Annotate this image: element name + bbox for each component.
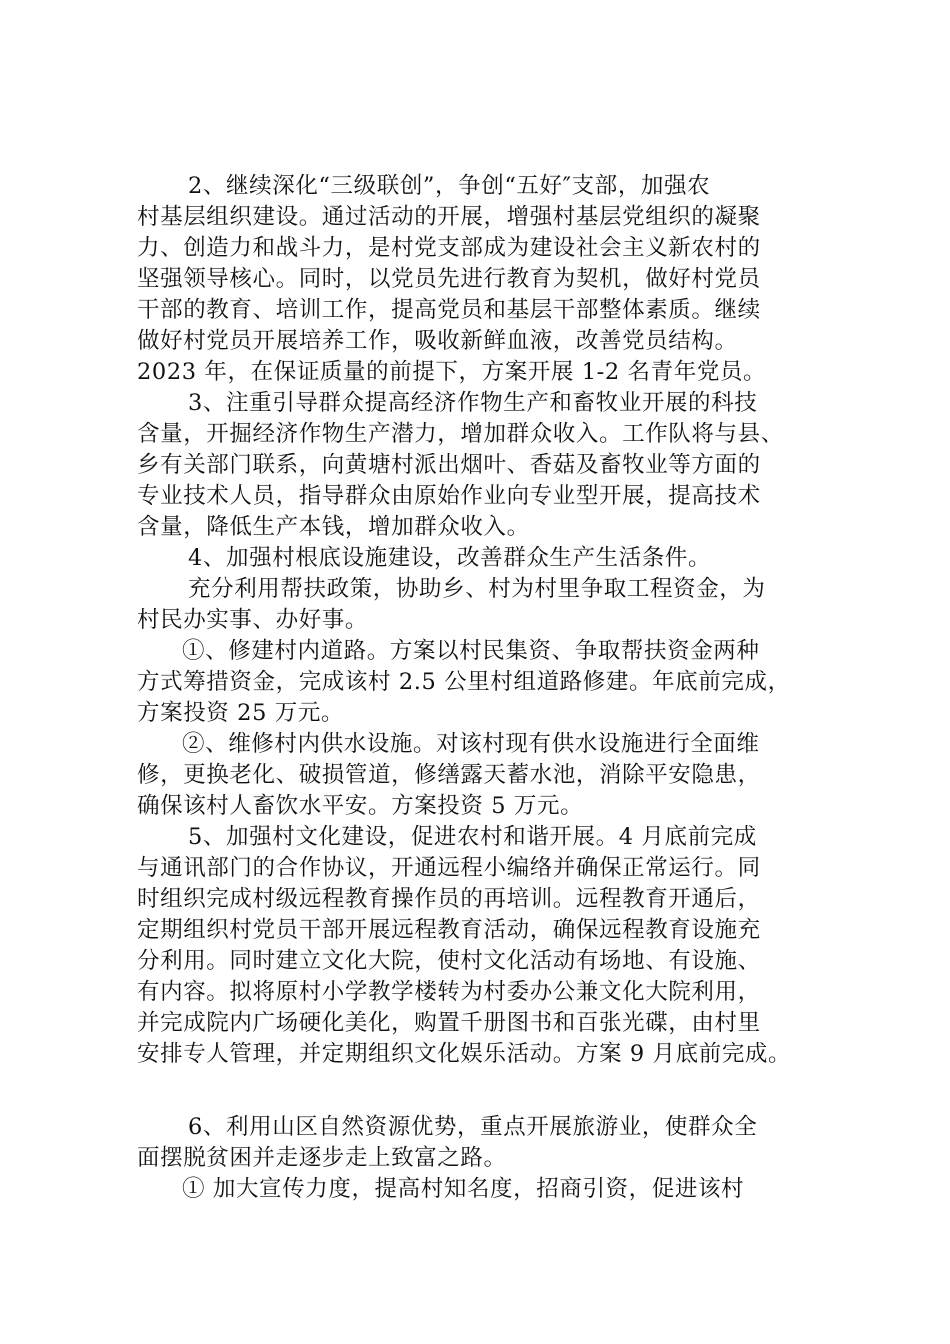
- paragraph-line: 定期组织村党员干部开展远程教育活动，确保远程教育设施充: [137, 917, 761, 943]
- document-body: [137, 171, 837, 1205]
- paragraph-line: ①、修建村内道路。方案以村民集资、争取帮扶资金两种: [182, 638, 760, 664]
- paragraph-line: 坚强领导核心。同时，以党员先进行教育为契机，做好村党员: [137, 266, 761, 292]
- paragraph-line: 3、注重引导群众提高经济作物生产和畜牧业开展的科技: [188, 390, 758, 416]
- paragraph-line: 充分利用帮扶政策，协助乡、村为村里争取工程资金，为: [188, 576, 766, 602]
- paragraph-line: 力、创造力和战斗力，是村党支部成为建设社会主义新农村的: [137, 235, 761, 261]
- paragraph-line: 时组织完成村级远程教育操作员的再培训。远程教育开通后，: [137, 886, 761, 912]
- paragraph-line: 并完成院内广场硬化美化，购置千册图书和百张光碟，由村里: [137, 1010, 761, 1036]
- paragraph-line: 与通讯部门的合作协议，开通远程小编络并确保正常运行。同: [137, 855, 761, 881]
- paragraph-line: 专业技术人员，指导群众由原始作业向专业型开展，提高技术: [137, 483, 761, 509]
- paragraph-line: 4、加强村根底设施建设，改善群众生产生活条件。: [188, 545, 712, 571]
- paragraph-spacer: [137, 1070, 837, 1112]
- paragraph-line: 6、利用山区自然资源优势，重点开展旅游业，使群众全: [188, 1114, 758, 1140]
- paragraph-line: ① 加大宣传力度，提高村知名度，招商引资，促进该村: [182, 1176, 745, 1202]
- paragraph-line: 有内容。拟将原村小学教学楼转为村委办公兼文化大院利用，: [137, 979, 761, 1005]
- paragraph-line: 面摆脱贫困并走逐步走上致富之路。: [137, 1145, 507, 1171]
- paragraph-line: 安排专人管理，并定期组织文化娱乐活动。方案 9 月底前完成。: [137, 1041, 792, 1067]
- paragraph-line: 方案投资 25 万元。: [137, 700, 345, 726]
- paragraph-line: 乡有关部门联系，向黄塘村派出烟叶、香菇及畜牧业等方面的: [137, 452, 761, 478]
- paragraph-line: 村基层组织建设。通过活动的开展，增强村基层党组织的凝聚: [137, 204, 761, 230]
- paragraph-line: 做好村党员开展培养工作，吸收新鲜血液，改善党员结构。: [137, 328, 738, 354]
- paragraph-line: 确保该村人畜饮水平安。方案投资 5 万元。: [137, 793, 584, 819]
- paragraph-line: 村民办实事、办好事。: [137, 607, 369, 633]
- paragraph-line: ②、维修村内供水设施。对该村现有供水设施进行全面维: [182, 731, 760, 757]
- paragraph-line: 干部的教育、培训工作，提高党员和基层干部整体素质。继续: [137, 297, 761, 323]
- paragraph-line: 方式筹措资金，完成该村 2.5 公里村组道路修建。年底前完成，: [137, 669, 791, 695]
- paragraph-line: 修，更换老化、破损管道，修缮露天蓄水池，消除平安隐患，: [137, 762, 761, 788]
- paragraph-line: 分利用。同时建立文化大院，使村文化活动有场地、有设施、: [137, 948, 761, 974]
- paragraph-line: 含量，开掘经济作物生产潜力，增加群众收入。工作队将与县、: [137, 421, 784, 447]
- paragraph-line: 2、继续深化“三级联创”，争创“五好″支部，加强农: [188, 173, 711, 199]
- paragraph-line: 2023 年，在保证质量的前提下，方案开展 1-2 名青年党员。: [137, 359, 767, 385]
- paragraph-line: 含量，降低生产本钱，增加群众收入。: [137, 514, 530, 540]
- paragraph-line: 5、加强村文化建设，促进农村和谐开展。4 月底前完成: [188, 824, 757, 850]
